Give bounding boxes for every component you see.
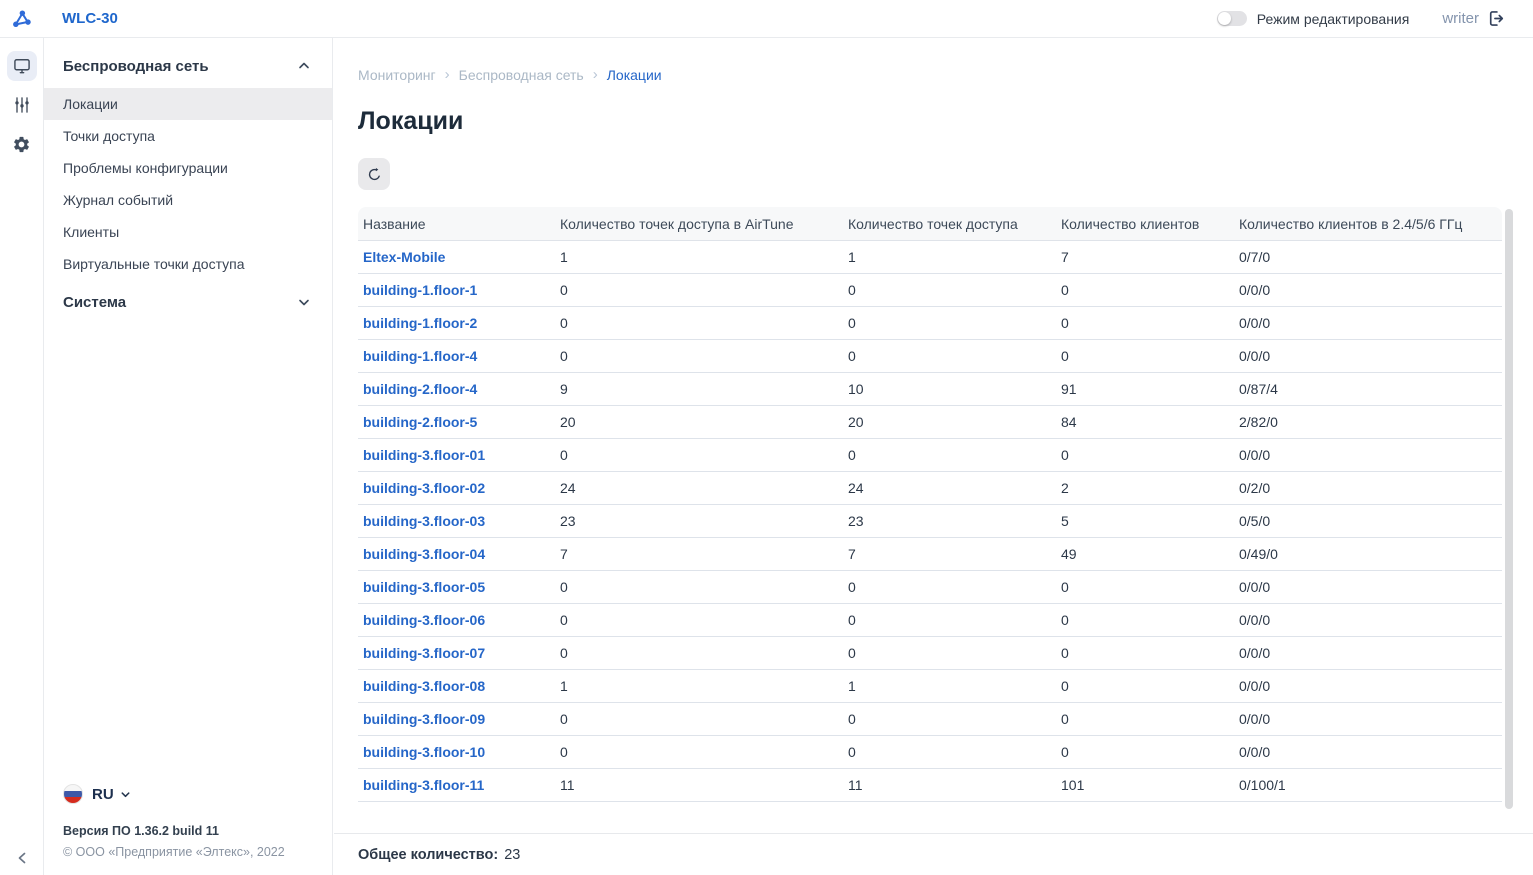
table-header-cell: Количество клиентов в 2.4/5/6 ГГц <box>1239 215 1463 232</box>
sidebar-item-label: Виртуальные точки доступа <box>63 256 245 272</box>
logout-button[interactable] <box>1486 8 1507 29</box>
cell-airtune-ap-count: 0 <box>560 579 568 595</box>
chevron-left-icon <box>16 851 28 865</box>
cell-clients-by-band: 0/0/0 <box>1239 282 1271 298</box>
cell-client-count: 0 <box>1061 315 1069 331</box>
cell-client-count: 2 <box>1061 480 1069 496</box>
main-content <box>334 38 1533 875</box>
cell-ap-count: 24 <box>848 480 864 496</box>
cell-clients-by-band: 0/0/0 <box>1239 579 1271 595</box>
cell-airtune-ap-count: 0 <box>560 348 568 364</box>
cell-ap-count: 1 <box>848 249 856 265</box>
sidebar-section-label: Система <box>63 293 127 311</box>
cell-clients-by-band: 0/0/0 <box>1239 348 1271 364</box>
location-link[interactable]: building-3.floor-01 <box>363 447 486 463</box>
toggle-knob <box>1218 12 1231 25</box>
sidebar-item-точки-доступа[interactable] <box>44 120 332 152</box>
sidebar-item-label: Точки доступа <box>63 128 155 144</box>
page-title: Локации <box>358 107 464 135</box>
location-link[interactable]: building-1.floor-1 <box>363 282 478 298</box>
cell-ap-count: 10 <box>848 381 864 397</box>
cell-client-count: 84 <box>1061 414 1077 430</box>
location-link[interactable]: building-3.floor-11 <box>363 777 485 793</box>
table-row <box>358 340 1502 373</box>
cell-ap-count: 0 <box>848 612 856 628</box>
copyright-text: © ООО «Предприятие «Элтекс», 2022 <box>63 845 285 859</box>
cell-ap-count: 0 <box>848 711 856 727</box>
username: writer <box>1442 10 1479 27</box>
cell-ap-count: 20 <box>848 414 864 430</box>
table-row <box>358 439 1502 472</box>
edit-mode-toggle[interactable] <box>1217 11 1247 26</box>
cell-client-count: 0 <box>1061 579 1069 595</box>
sidebar-nav <box>44 38 332 324</box>
rail-item-settings[interactable] <box>7 129 37 159</box>
cell-clients-by-band: 0/0/0 <box>1239 744 1271 760</box>
location-link[interactable]: building-2.floor-5 <box>363 414 478 430</box>
cell-client-count: 7 <box>1061 249 1069 265</box>
cell-clients-by-band: 0/0/0 <box>1239 447 1271 463</box>
table-row <box>358 241 1502 274</box>
cell-client-count: 5 <box>1061 513 1069 529</box>
sidebar-section-header[interactable] <box>44 280 332 324</box>
table-row <box>358 604 1502 637</box>
table-row <box>358 373 1502 406</box>
cell-airtune-ap-count: 0 <box>560 711 568 727</box>
cell-airtune-ap-count: 0 <box>560 447 568 463</box>
table-row <box>358 571 1502 604</box>
cell-airtune-ap-count: 0 <box>560 315 568 331</box>
sidebar <box>44 38 333 875</box>
table-row <box>358 670 1502 703</box>
location-link[interactable]: building-1.floor-4 <box>363 348 478 364</box>
location-link[interactable]: building-3.floor-04 <box>363 546 486 562</box>
refresh-icon <box>366 166 383 183</box>
total-bar <box>334 833 1533 875</box>
location-link[interactable]: building-1.floor-2 <box>363 315 478 331</box>
cell-client-count: 91 <box>1061 381 1077 397</box>
version-text: Версия ПО 1.36.2 build 11 <box>63 824 219 838</box>
location-link[interactable]: building-3.floor-09 <box>363 711 486 727</box>
location-link[interactable]: Eltex-Mobile <box>363 249 446 265</box>
sidebar-item-label: Журнал событий <box>63 192 174 208</box>
breadcrumb-item[interactable]: Локации <box>606 66 662 83</box>
cell-airtune-ap-count: 0 <box>560 645 568 661</box>
chevron-up-icon <box>298 60 310 72</box>
app-title: WLC-30 <box>62 10 118 27</box>
table-header-cell: Количество клиентов <box>1061 215 1200 232</box>
location-link[interactable]: building-3.floor-05 <box>363 579 486 595</box>
sidebar-item-локации[interactable] <box>44 88 332 120</box>
cell-client-count: 101 <box>1061 777 1085 793</box>
cell-airtune-ap-count: 0 <box>560 282 568 298</box>
table-row <box>358 406 1502 439</box>
table-header-cell: Название <box>363 215 426 232</box>
cell-client-count: 0 <box>1061 711 1069 727</box>
location-link[interactable]: building-2.floor-4 <box>363 381 478 397</box>
table-row <box>358 538 1502 571</box>
table-row <box>358 274 1502 307</box>
cell-airtune-ap-count: 7 <box>560 546 568 562</box>
sidebar-footer <box>44 784 332 875</box>
sliders-icon <box>12 95 32 115</box>
cell-clients-by-band: 0/7/0 <box>1239 249 1271 265</box>
sidebar-item-проблемы-конфигурации[interactable] <box>44 152 332 184</box>
table-row <box>358 703 1502 736</box>
cell-ap-count: 7 <box>848 546 856 562</box>
chevron-down-icon <box>298 296 310 308</box>
cell-ap-count: 0 <box>848 744 856 760</box>
cell-clients-by-band: 2/82/0 <box>1239 414 1278 430</box>
cell-ap-count: 0 <box>848 645 856 661</box>
sidebar-item-label: Клиенты <box>63 224 120 240</box>
location-link[interactable]: building-3.floor-06 <box>363 612 486 628</box>
cell-clients-by-band: 0/49/0 <box>1239 546 1278 562</box>
cell-ap-count: 0 <box>848 348 856 364</box>
chevron-right-icon: › <box>592 66 598 83</box>
location-link[interactable]: building-3.floor-10 <box>363 744 486 760</box>
cell-clients-by-band: 0/0/0 <box>1239 711 1271 727</box>
language-selector[interactable] <box>63 784 332 804</box>
table-row <box>358 637 1502 670</box>
logout-icon <box>1486 8 1507 29</box>
cell-client-count: 49 <box>1061 546 1077 562</box>
sidebar-section-header[interactable] <box>44 44 332 88</box>
rail-item-radio[interactable] <box>7 90 37 120</box>
cell-clients-by-band: 0/0/0 <box>1239 612 1271 628</box>
cell-clients-by-band: 0/0/0 <box>1239 678 1271 694</box>
monitor-icon <box>12 56 32 76</box>
cell-clients-by-band: 0/0/0 <box>1239 645 1271 661</box>
cell-client-count: 0 <box>1061 447 1069 463</box>
cell-clients-by-band: 0/0/0 <box>1239 315 1271 331</box>
cell-airtune-ap-count: 20 <box>560 414 576 430</box>
breadcrumb-item[interactable]: Мониторинг <box>358 66 436 83</box>
breadcrumb-item[interactable]: Беспроводная сеть <box>458 66 584 83</box>
flag-ru-icon <box>63 784 83 804</box>
location-link[interactable]: building-3.floor-07 <box>363 645 486 661</box>
breadcrumb <box>358 66 662 83</box>
sidebar-item-журнал-событий[interactable] <box>44 184 332 216</box>
edit-mode-label: Режим редактирования <box>1256 10 1410 27</box>
cell-airtune-ap-count: 23 <box>560 513 576 529</box>
table-row <box>358 736 1502 769</box>
collapse-sidebar-button[interactable] <box>0 851 44 865</box>
gear-icon <box>12 135 31 154</box>
language-code: RU <box>92 785 114 803</box>
refresh-button[interactable] <box>358 158 390 190</box>
table-row <box>358 307 1502 340</box>
cell-ap-count: 11 <box>848 777 863 793</box>
chevron-down-icon <box>120 789 131 800</box>
cell-airtune-ap-count: 1 <box>560 678 568 694</box>
cell-client-count: 0 <box>1061 612 1069 628</box>
location-link[interactable]: building-3.floor-03 <box>363 513 486 529</box>
cell-ap-count: 1 <box>848 678 856 694</box>
location-link[interactable]: building-3.floor-02 <box>363 480 486 496</box>
table-scrollbar[interactable] <box>1505 209 1513 809</box>
rail-item-monitoring[interactable] <box>7 51 37 81</box>
cell-ap-count: 23 <box>848 513 864 529</box>
cell-clients-by-band: 0/2/0 <box>1239 480 1271 496</box>
cell-airtune-ap-count: 1 <box>560 249 568 265</box>
cell-client-count: 0 <box>1061 744 1069 760</box>
cell-client-count: 0 <box>1061 645 1069 661</box>
cell-airtune-ap-count: 0 <box>560 612 568 628</box>
sidebar-item-label: Проблемы конфигурации <box>63 160 228 176</box>
total-count-label: Общее количество: <box>358 846 499 863</box>
chevron-right-icon: › <box>444 66 450 83</box>
cell-airtune-ap-count: 9 <box>560 381 568 397</box>
cell-client-count: 0 <box>1061 282 1069 298</box>
cell-client-count: 0 <box>1061 678 1069 694</box>
total-count-value: 23 <box>504 846 521 863</box>
cell-clients-by-band: 0/100/1 <box>1239 777 1286 793</box>
cell-ap-count: 0 <box>848 315 856 331</box>
table-row <box>358 505 1502 538</box>
cell-airtune-ap-count: 24 <box>560 480 576 496</box>
cell-airtune-ap-count: 0 <box>560 744 568 760</box>
app-logo[interactable] <box>0 9 44 29</box>
topbar <box>0 0 1533 38</box>
table-row <box>358 472 1502 505</box>
table-header-cell: Количество точек доступа <box>848 215 1018 232</box>
cell-ap-count: 0 <box>848 579 856 595</box>
icon-rail <box>0 38 44 875</box>
table-row <box>358 769 1502 802</box>
cell-ap-count: 0 <box>848 447 856 463</box>
cell-clients-by-band: 0/5/0 <box>1239 513 1271 529</box>
location-link[interactable]: building-3.floor-08 <box>363 678 486 694</box>
table-header-cell: Количество точек доступа в AirTune <box>560 215 794 232</box>
network-nodes-icon <box>11 9 33 29</box>
cell-client-count: 0 <box>1061 348 1069 364</box>
cell-clients-by-band: 0/87/4 <box>1239 381 1278 397</box>
cell-ap-count: 0 <box>848 282 856 298</box>
sidebar-item-label: Локации <box>63 96 118 112</box>
table-header-row <box>358 207 1502 241</box>
locations-table <box>358 207 1502 802</box>
sidebar-section-label: Беспроводная сеть <box>63 57 209 75</box>
cell-airtune-ap-count: 11 <box>560 777 575 793</box>
sidebar-item-виртуальные-точки-доступа[interactable] <box>44 248 332 280</box>
sidebar-item-клиенты[interactable] <box>44 216 332 248</box>
